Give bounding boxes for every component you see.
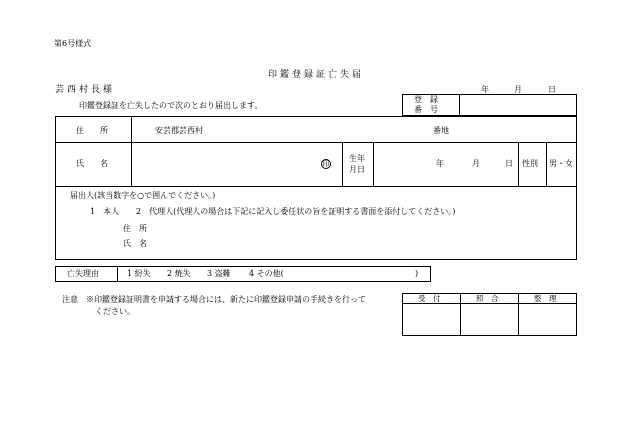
birthdate-label-divider-left <box>342 142 343 186</box>
applicant-option-self[interactable]: 1 本人 <box>90 207 120 216</box>
label-column-divider <box>131 116 132 186</box>
form-title: 印鑑登録証亡失届 <box>268 70 365 80</box>
registration-number-field[interactable] <box>462 96 572 112</box>
form-number: 第6号様式 <box>54 39 92 48</box>
loss-reason-option-stolen[interactable]: 3 盗難 <box>207 269 231 278</box>
note-line-1: ※印鑑登録証明書を申請する場合には、新たに印鑑登録申請の手続きを行って <box>86 295 366 304</box>
loss-reason-other-field[interactable] <box>300 268 410 280</box>
registration-number-divider <box>459 94 460 116</box>
address-input-field[interactable] <box>214 121 428 137</box>
birthdate-label-divider-right <box>373 142 374 186</box>
agent-name-field[interactable] <box>160 237 540 249</box>
note-label: 注意 <box>62 295 78 304</box>
office-use-column-divider-2 <box>518 293 519 336</box>
loss-reason-option-lost[interactable]: 1 紛失 <box>127 269 151 278</box>
applicant-heading: 届出人(該当数字を○で囲んでください。) <box>70 191 216 200</box>
birth-month-label: 月 <box>472 159 480 168</box>
gender-label-divider-right <box>546 142 547 186</box>
statement-text: 印鑑登録証を亡失したので次のとおり届出します。 <box>79 101 263 110</box>
gender-options[interactable]: 男・女 <box>549 159 573 168</box>
birth-year-label: 年 <box>436 159 444 168</box>
address-label: 住 所 <box>76 126 108 135</box>
loss-reason-divider <box>117 266 118 282</box>
registration-number-label-1: 登 録 <box>414 95 438 104</box>
agent-address-field[interactable] <box>160 222 540 234</box>
agent-name-label: 氏 名 <box>123 239 147 248</box>
loss-reason-close-paren: ) <box>415 269 419 278</box>
office-use-column-divider-1 <box>460 293 461 336</box>
note-line-2: ください。 <box>95 307 135 316</box>
office-header-processing: 整 理 <box>534 294 557 303</box>
agent-address-label: 住 所 <box>123 224 147 233</box>
loss-reason-label: 亡失理由 <box>67 269 99 278</box>
birthdate-label-1: 生年 <box>349 154 365 163</box>
main-table-row-divider-2 <box>55 186 577 187</box>
date-year-label: 年 <box>481 85 489 94</box>
address-value: 安芸郡芸西村 <box>155 126 203 135</box>
applicant-option-agent[interactable]: 2 代理人(代理人の場合は下記に記入し委任状の旨を証明する書面を添付してください。) <box>136 207 456 216</box>
registration-number-label-2: 番 号 <box>414 105 438 114</box>
birth-day-label: 日 <box>505 159 513 168</box>
gender-label: 性別 <box>522 159 538 168</box>
date-month-label: 月 <box>514 85 522 94</box>
loss-reason-option-burned[interactable]: 2 焼失 <box>167 269 191 278</box>
main-table-row-divider-1 <box>55 142 577 143</box>
date-day-label: 日 <box>548 85 556 94</box>
name-label: 氏 名 <box>76 159 108 168</box>
name-input-field[interactable] <box>136 150 316 178</box>
office-header-verification: 照 合 <box>476 294 499 303</box>
office-use-header-divider <box>402 303 577 304</box>
addressee: 芸西村長様 <box>55 85 116 95</box>
birthdate-label-2: 月日 <box>349 165 365 174</box>
office-header-reception: 受 付 <box>418 294 441 303</box>
banchi-label: 番地 <box>433 126 449 135</box>
seal-mark-icon: 印 <box>322 160 330 168</box>
loss-reason-option-other[interactable]: 4 その他( <box>249 269 284 278</box>
gender-label-divider-left <box>518 142 519 186</box>
